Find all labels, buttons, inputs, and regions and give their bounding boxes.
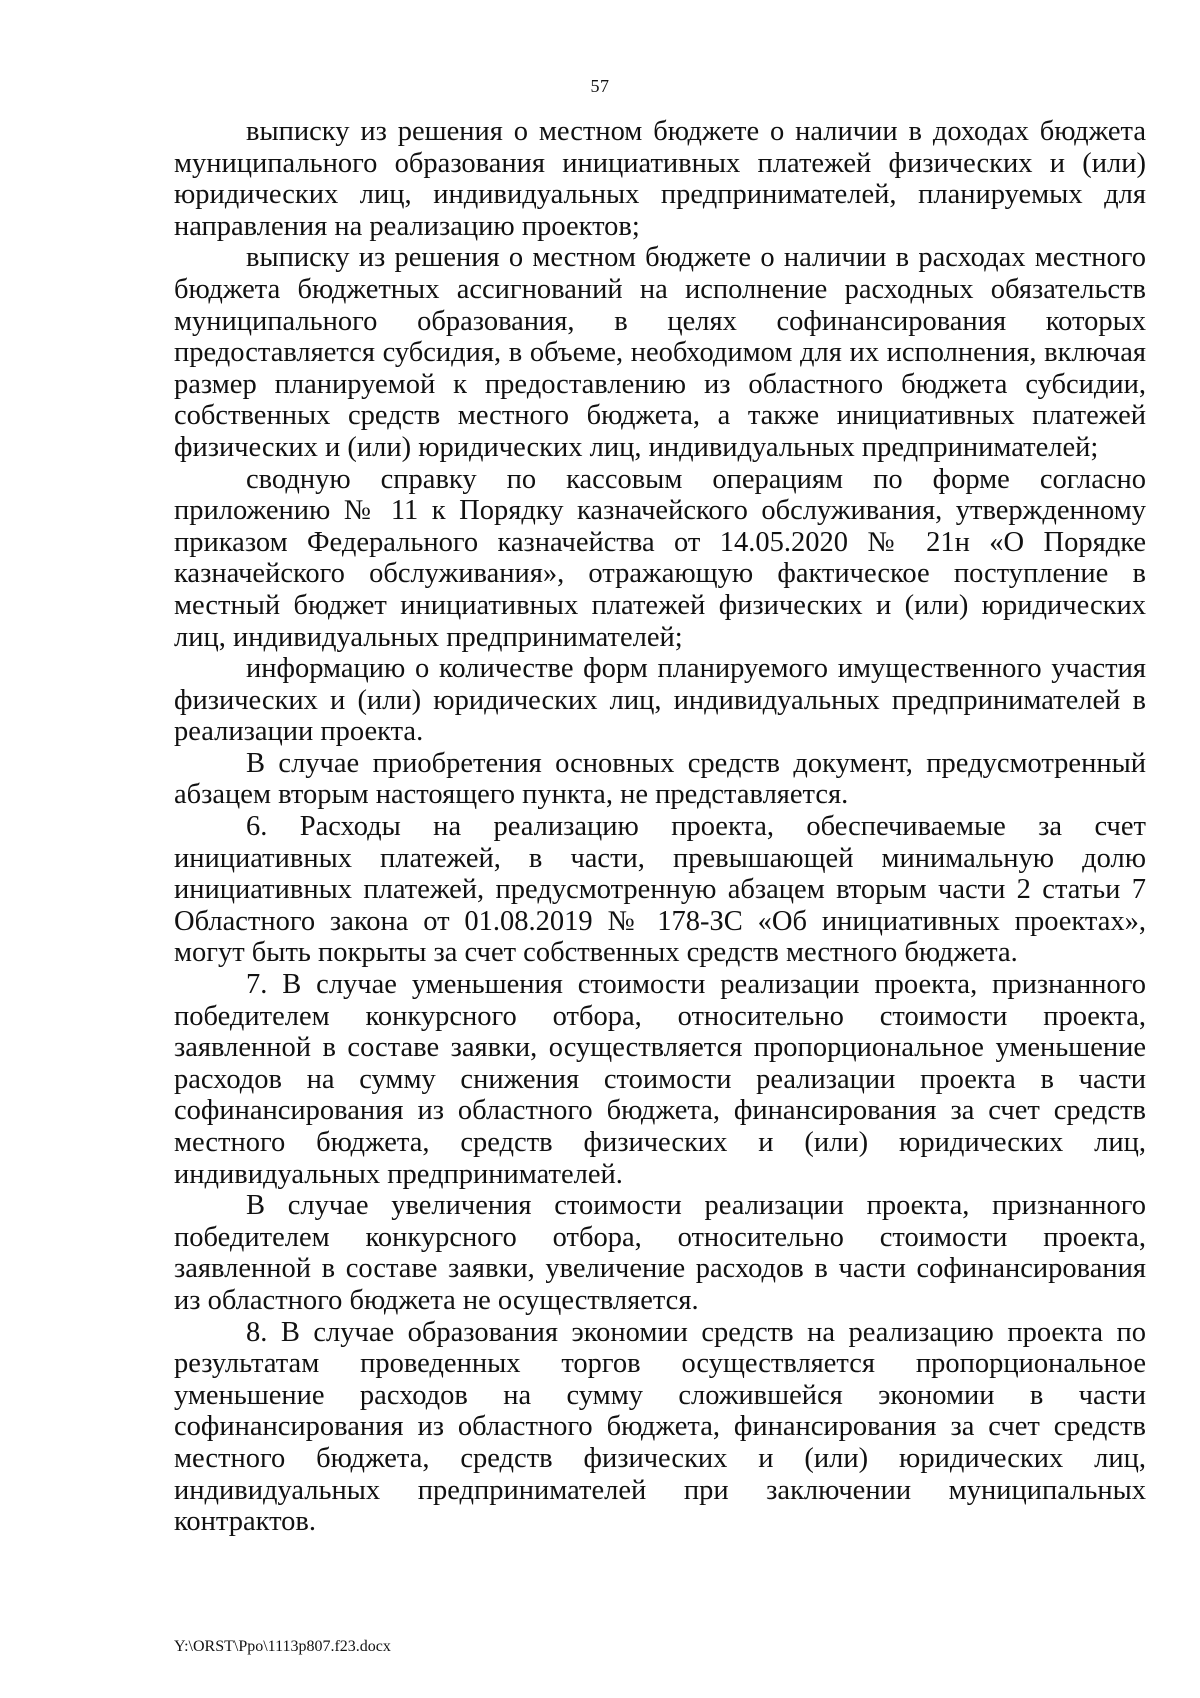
- paragraph: сводную справку по кассовым операциям по форме согласно приложению № 11 к Порядку казначейского обслуживания, утвержденному приказом Федерального казначейства от 14.05.2020 № 21н «О Порядке казначейского обслуживания», отражающую фактическое поступление в местный бюджет инициативных платежей физических и (или) юридических лиц, индивидуальных предпринимателей;: [174, 463, 1146, 653]
- paragraph: 6. Расходы на реализацию проекта, обеспечиваемые за счет инициативных платежей, в части, превышающей минимальную долю инициативных платежей, предусмотренную абзацем вторым части 2 статьи 7 Областного закона от 01.08.2019 № 178-ЗС «Об инициативных проектах», могут быть покрыты за счет собственных средств местного бюджета.: [174, 811, 1146, 969]
- page-number: 57: [590, 76, 610, 96]
- paragraph: В случае приобретения основных средств документ, предусмотренный абзацем вторым настоящего пункта, не представляется.: [174, 747, 1146, 811]
- paragraph: выписку из решения о местном бюджете о наличии в расходах местного бюджета бюджетных ассигнований на исполнение расходных обязательств муниципального образования, в целях софинансирования которых предоставляется субсидия, в объеме, необходимом для их исполнения, включая размер планируемой к предоставлению из областного бюджета субсидии, собственных средств местного бюджета, а также инициативных платежей физических и (или) юридических лиц, индивидуальных предпринимателей;: [174, 242, 1146, 463]
- paragraph: 7. В случае уменьшения стоимости реализации проекта, признанного победителем конкурсного отбора, относительно стоимости проекта, заявленной в составе заявки, осуществляется пропорциональное уменьшение расходов на сумму снижения стоимости реализации проекта в части софинансирования из областного бюджета, финансирования за счет средств местного бюджета, средств физических и (или) юридических лиц, индивидуальных предпринимателей.: [174, 969, 1146, 1190]
- footer-file-path: Y:\ORST\Ppo\1113p807.f23.docx: [174, 1638, 391, 1655]
- document-body: [174, 116, 1146, 1538]
- paragraph: 8. В случае образования экономии средств на реализацию проекта по результатам проведенных торгов осуществляется пропорциональное уменьшение расходов на сумму сложившейся экономии в части софинансирования из областного бюджета, финансирования за счет средств местного бюджета, средств физических и (или) юридических лиц, индивидуальных предпринимателей при заключении муниципальных контрактов.: [174, 1316, 1146, 1538]
- paragraph: В случае увеличения стоимости реализации проекта, признанного победителем конкурсного отбора, относительно стоимости проекта, заявленной в составе заявки, увеличение расходов в части софинансирования из областного бюджета не осуществляется.: [174, 1190, 1146, 1316]
- paragraph: выписку из решения о местном бюджете о наличии в доходах бюджета муниципального образования инициативных платежей физических и (или) юридических лиц, индивидуальных предпринимателей, планируемых для направления на реализацию проектов;: [174, 116, 1146, 242]
- paragraph: информацию о количестве форм планируемого имущественного участия физических и (или) юридических лиц, индивидуальных предпринимателей в реализации проекта.: [174, 653, 1146, 748]
